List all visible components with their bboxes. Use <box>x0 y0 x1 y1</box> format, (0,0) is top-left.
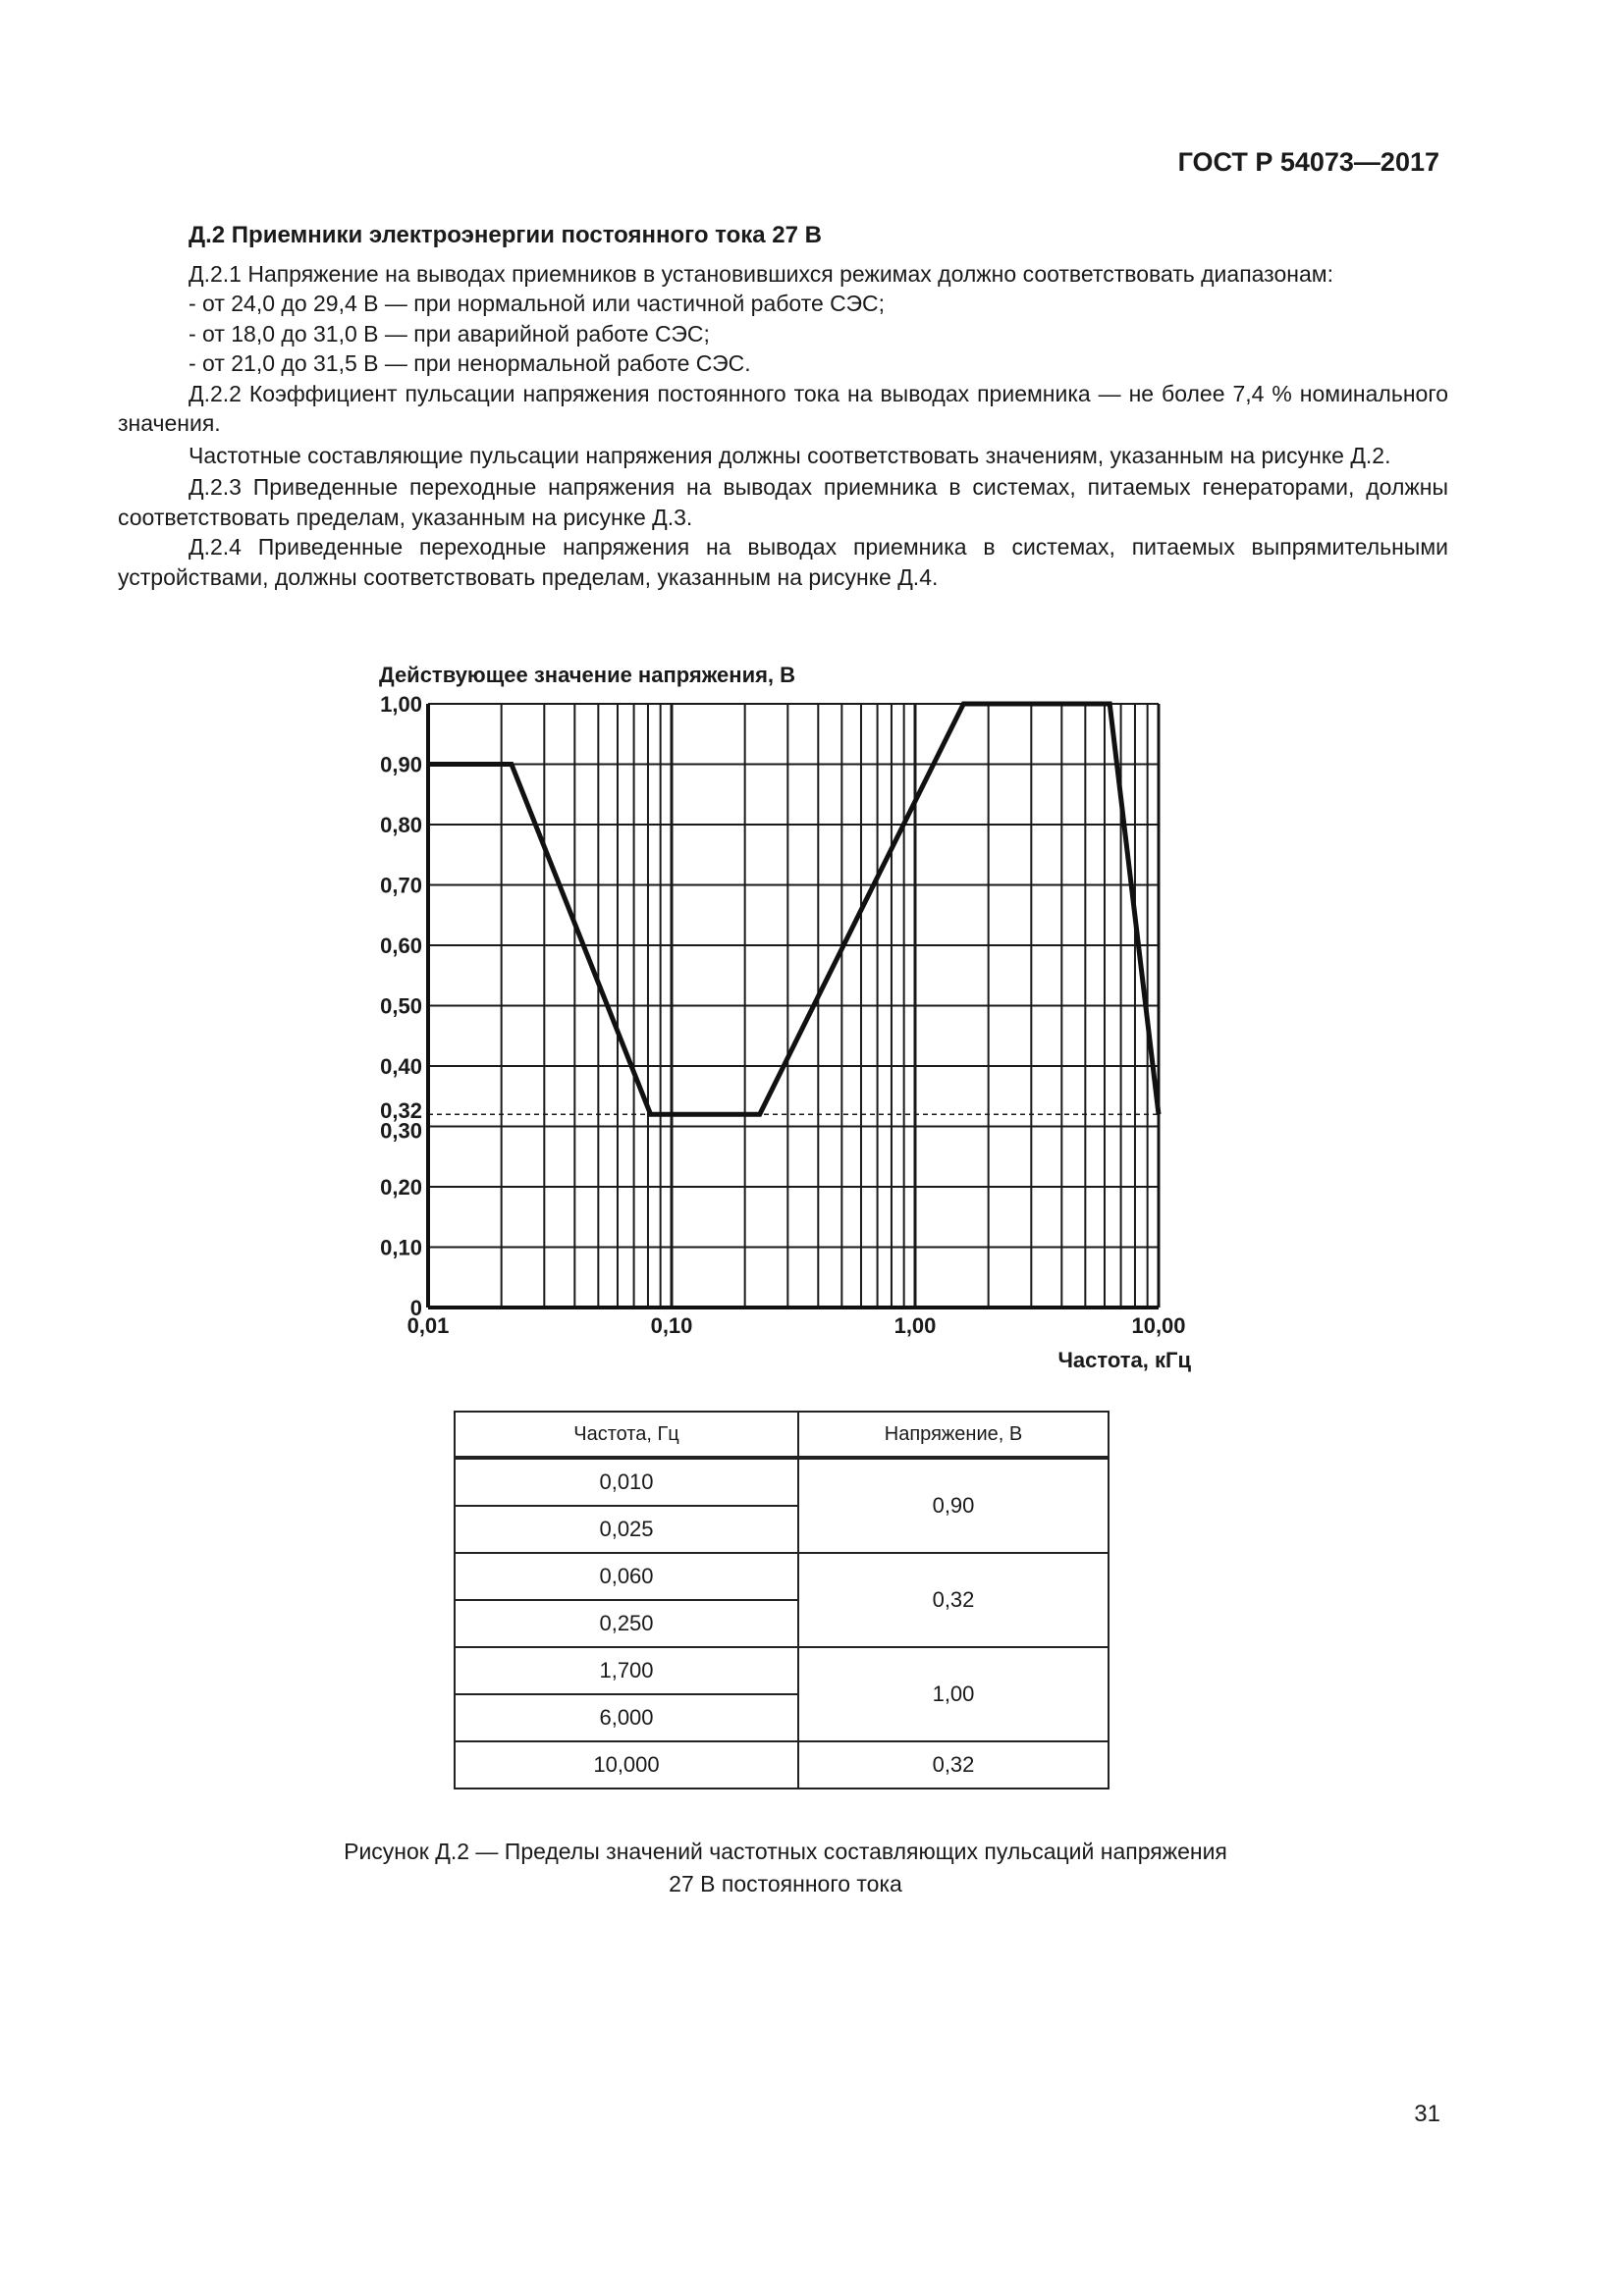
y-tick-label: 0 <box>409 1296 422 1320</box>
x-axis-label: Частота, кГц <box>1057 1348 1191 1372</box>
paragraph-d23: Д.2.3 Приведенные переходные напряжения на выводах приемника в системах, питаемых генераторами, должны соответствовать пределам, указанным на рисунке Д.3. <box>118 474 1448 530</box>
y-tick-label: 0,32 <box>380 1098 422 1124</box>
x-tick-label: 0,01 <box>406 1313 450 1338</box>
list-item: - от 18,0 до 31,0 В — при аварийной работе СЭС; <box>189 320 710 347</box>
voltage-frequency-chart <box>363 653 1227 1379</box>
section-title: Д.2 Приемники электроэнергии постоянного тока 27 В <box>189 222 822 248</box>
x-tick-label: 0,10 <box>650 1313 693 1338</box>
paragraph-d21: Д.2.1 Напряжение на выводах приемников в установившихся режимах должно соответствовать диапазонам: <box>189 260 1333 287</box>
chart-title: Действующее значение напряжения, В <box>379 663 796 687</box>
frequency-cell: 6,000 <box>455 1694 798 1741</box>
voltage-cell: 0,32 <box>798 1553 1109 1647</box>
frequency-voltage-table <box>454 1411 1110 1789</box>
y-tick-label: 0,40 <box>380 1054 422 1079</box>
y-tick-label: 0,30 <box>380 1118 422 1144</box>
table-row <box>455 1553 1109 1600</box>
frequency-cell: 1,700 <box>455 1647 798 1694</box>
standard-header: ГОСТ Р 54073—2017 <box>1177 147 1439 177</box>
caption-line: Рисунок Д.2 — Пределы значений частотных составляющих пульсаций напряжения <box>344 1839 1227 1864</box>
table-row <box>455 1458 1109 1506</box>
table-row <box>455 1741 1109 1789</box>
paragraph-d22: Д.2.2 Коэффициент пульсации напряжения постоянного тока на выводах приемника — не более 7,4 % номинального значения. <box>118 380 1448 436</box>
table-row <box>455 1647 1109 1694</box>
y-tick-label: 0,70 <box>380 873 422 898</box>
header-voltage: Напряжение, В <box>798 1412 1109 1458</box>
series-line-limit <box>428 704 1159 1114</box>
header-frequency: Частота, Гц <box>455 1412 798 1458</box>
list-item: - от 24,0 до 29,4 В — при нормальной или частичной работе СЭС; <box>189 291 886 316</box>
caption-line: 27 В постоянного тока <box>669 1871 902 1896</box>
table-header-row <box>455 1412 1109 1458</box>
paragraph-frequency: Частотные составляющие пульсации напряжения должны соответствовать значениям, указанным на рисунке Д.2. <box>189 442 1391 468</box>
y-tick-label: 0,10 <box>380 1235 422 1260</box>
y-tick-label: 0,90 <box>380 752 422 777</box>
frequency-cell: 0,010 <box>455 1458 798 1506</box>
y-tick-label: 0,60 <box>380 934 422 958</box>
y-tick-label: 1,00 <box>380 692 422 717</box>
paragraph-d24: Д.2.4 Приведенные переходные напряжения на выводах приемника в системах, питаемых выпрямительными устройствами, должны соответствовать пределам, указанным на рисунке Д.4. <box>118 534 1448 590</box>
x-tick-label: 1,00 <box>893 1313 937 1338</box>
body-text <box>118 221 1448 592</box>
frequency-cell: 0,250 <box>455 1600 798 1647</box>
page-number: 31 <box>1414 2101 1440 2127</box>
frequency-cell: 0,060 <box>455 1553 798 1600</box>
y-tick-label: 0,20 <box>380 1175 422 1200</box>
x-tick-label: 10,00 <box>1131 1313 1186 1338</box>
voltage-cell: 0,90 <box>798 1458 1109 1553</box>
frequency-cell: 0,025 <box>455 1506 798 1553</box>
y-tick-label: 0,50 <box>380 993 422 1019</box>
figure-caption <box>196 1836 1375 1900</box>
voltage-cell: 0,32 <box>798 1741 1109 1789</box>
frequency-cell: 10,000 <box>455 1741 798 1789</box>
y-tick-label: 0,80 <box>380 813 422 837</box>
list-item: - от 21,0 до 31,5 В — при ненормальной работе СЭС. <box>189 350 751 376</box>
voltage-cell: 1,00 <box>798 1647 1109 1741</box>
